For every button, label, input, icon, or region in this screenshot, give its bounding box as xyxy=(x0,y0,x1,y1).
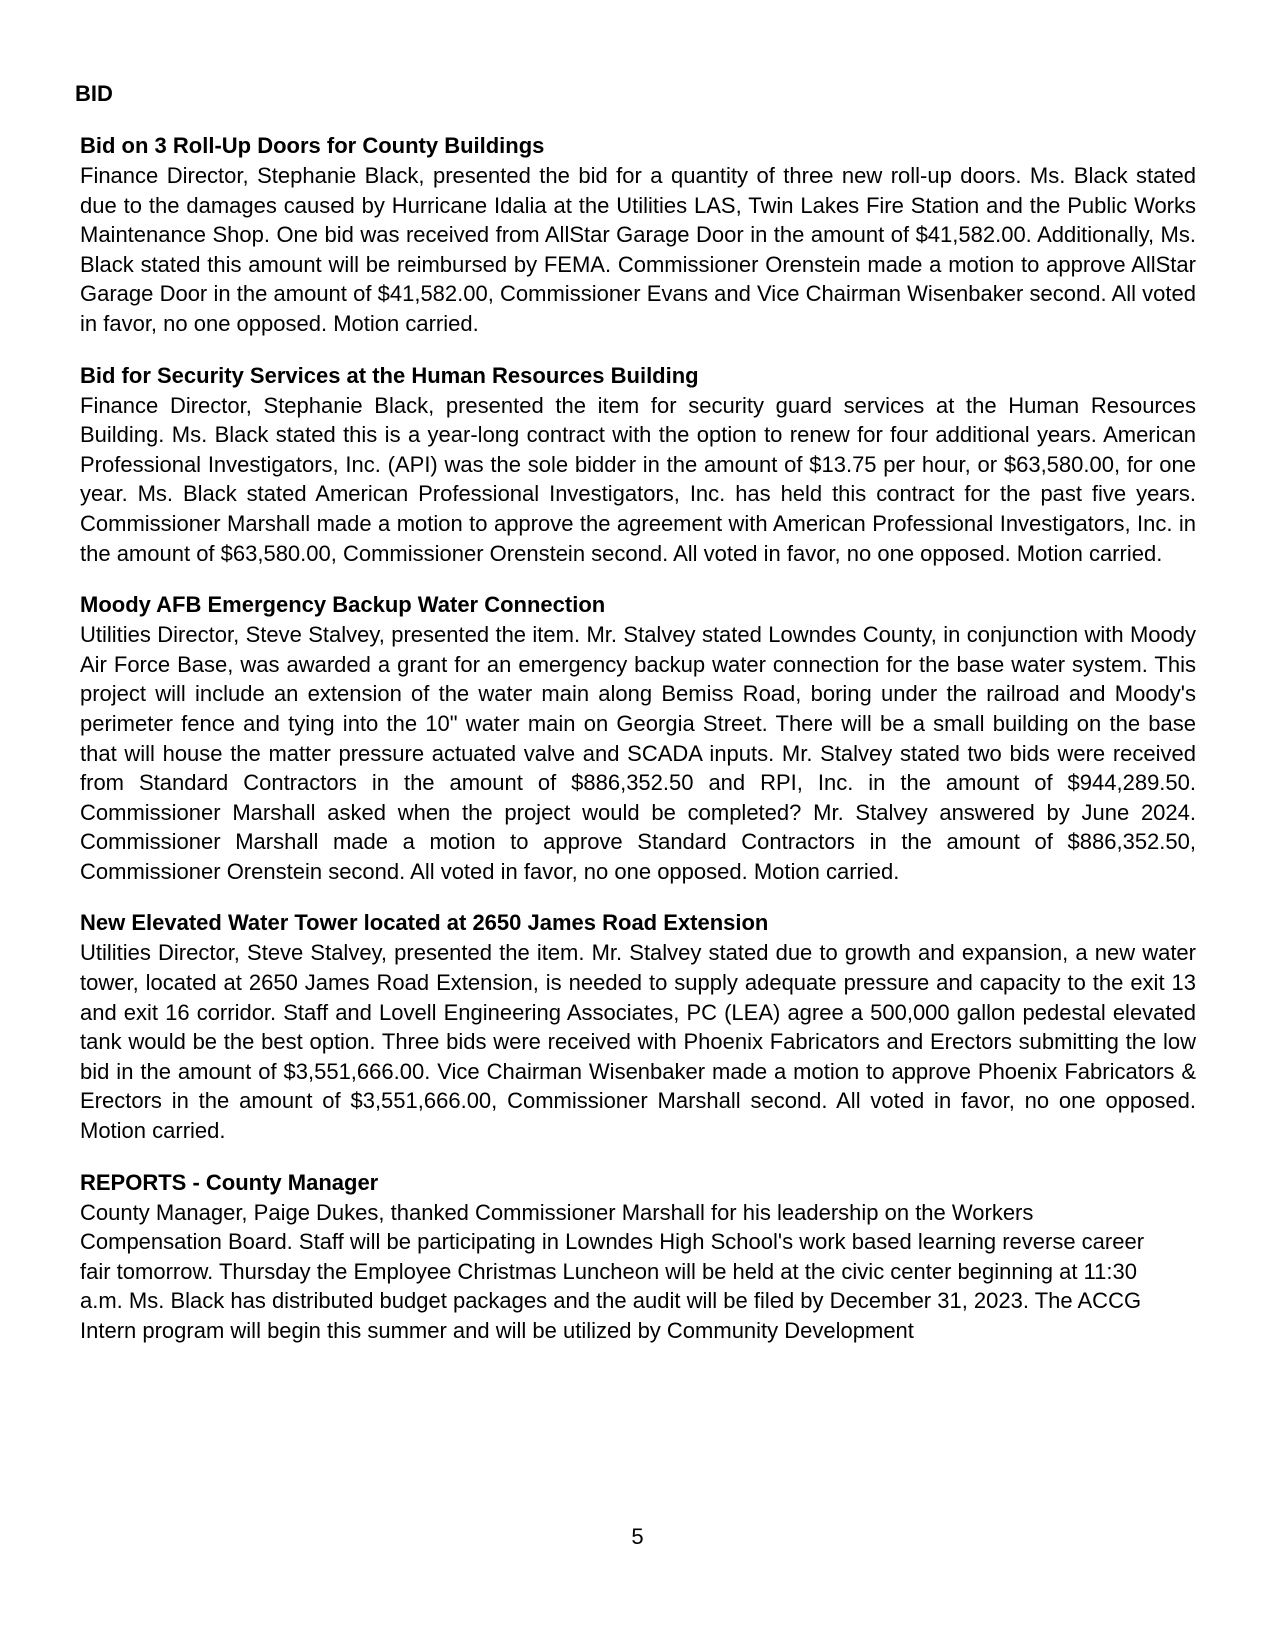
section-title: Moody AFB Emergency Backup Water Connection xyxy=(80,592,606,618)
section-title: New Elevated Water Tower located at 2650 James Road Extension xyxy=(80,910,769,936)
section-title: Bid on 3 Roll-Up Doors for County Buildings xyxy=(80,133,545,158)
section-water-connection xyxy=(80,592,1196,886)
section-water-tower xyxy=(80,910,1196,1145)
section-title: REPORTS - County Manager xyxy=(80,1169,379,1195)
page-number: 5 xyxy=(631,1524,644,1549)
section-body: Finance Director, Stephanie Black, presented the bid for a quantity of three new roll-up doors. Ms. Black stated due to the damages caused by Hurricane Idalia at the Utilities LAS, Twin Lakes Fire Station and the Public Works Maintenance Shop. One bid was received from AllStar Garage Door in the amount of $41,582.00. Additionally, Ms. Black stated this amount will be reimbursed by FEMA. Commissioner Orenstein made a motion to approve AllStar Garage Door in the amount of $41,582.00, Commissioner Evans and Vice Chairman Wisenbaker second. All voted in favor, no one opposed. Motion carried. xyxy=(80,163,1196,336)
section-body: Utilities Director, Steve Stalvey, presented the item. Mr. Stalvey stated due to growth and expansion, a new water tower, located at 2650 James Road Extension, is needed to supply adequate pressure and capacity to the exit 13 and exit 16 corridor. Staff and Lovell Engineering Associates, PC (LEA) agree a 500,000 gallon pedestal elevated tank would be the best option. Three bids were received with Phoenix Fabricators and Erectors submitting the low bid in the amount of $3,551,666.00. Vice Chairman Wisenbaker made a motion to approve Phoenix Fabricators & Erectors in the amount of $3,551,666.00, Commissioner Marshall second. All voted in favor, no one opposed. Motion carried. xyxy=(80,940,1196,1144)
section-body: Utilities Director, Steve Stalvey, presented the item. Mr. Stalvey stated Lowndes County, in conjunction with Moody Air Force Base, was awarded a grant for an emergency backup water connection for the base water system. This project will include an extension of the water main along Bemiss Road, boring under the railroad and Moody's perimeter fence and tying into the 10" water main on Georgia Street. There will be a small building on the base that will house the matter pressure actuated valve and SCADA inputs. Mr. Stalvey stated two bids were received from Standard Contractors in the amount of $886,352.50 and RPI, Inc. in the amount of $944,289.50. Commissioner Marshall asked when the project would be completed? Mr. Stalvey answered by June 2024. Commissioner Marshall made a motion to approve Standard Contractors in the amount of $886,352.50, Commissioner Orenstein second. All voted in favor, no one opposed. Motion carried. xyxy=(80,622,1196,884)
document-heading: BID xyxy=(75,81,113,106)
section-body: Finance Director, Stephanie Black, presented the item for security guard services at the Human Resources Building. Ms. Black stated this is a year-long contract with the option to renew for four additional years. American Professional Investigators, Inc. (API) was the sole bidder in the amount of $13.75 per hour, or $63,580.00, for one year. Ms. Black stated American Professional Investigators, Inc. has held this contract for the past five years. Commissioner Marshall made a motion to approve the agreement with American Professional Investigators, Inc. in the amount of $63,580.00, Commissioner Orenstein second. All voted in favor, no one opposed. Motion carried. xyxy=(80,392,1196,566)
document-content xyxy=(80,133,1196,1370)
section-county-manager-report xyxy=(80,1170,1196,1346)
section-title: Bid for Security Services at the Human Resources Building xyxy=(80,362,699,388)
section-security-services xyxy=(80,363,1196,569)
section-roll-up-doors xyxy=(80,133,1196,339)
section-body: County Manager, Paige Dukes, thanked Commissioner Marshall for his leadership on the Workers Compensation Board. Staff will be participating in Lowndes High School's work based learning reverse career fair tomorrow. Thursday the Employee Christmas Luncheon will be held at the civic center beginning at 11:30 a.m. Ms. Black has distributed budget packages and the audit will be filed by December 31, 2023. The ACCG Intern program will begin this summer and will be utilized by Community Development xyxy=(80,1199,1145,1343)
